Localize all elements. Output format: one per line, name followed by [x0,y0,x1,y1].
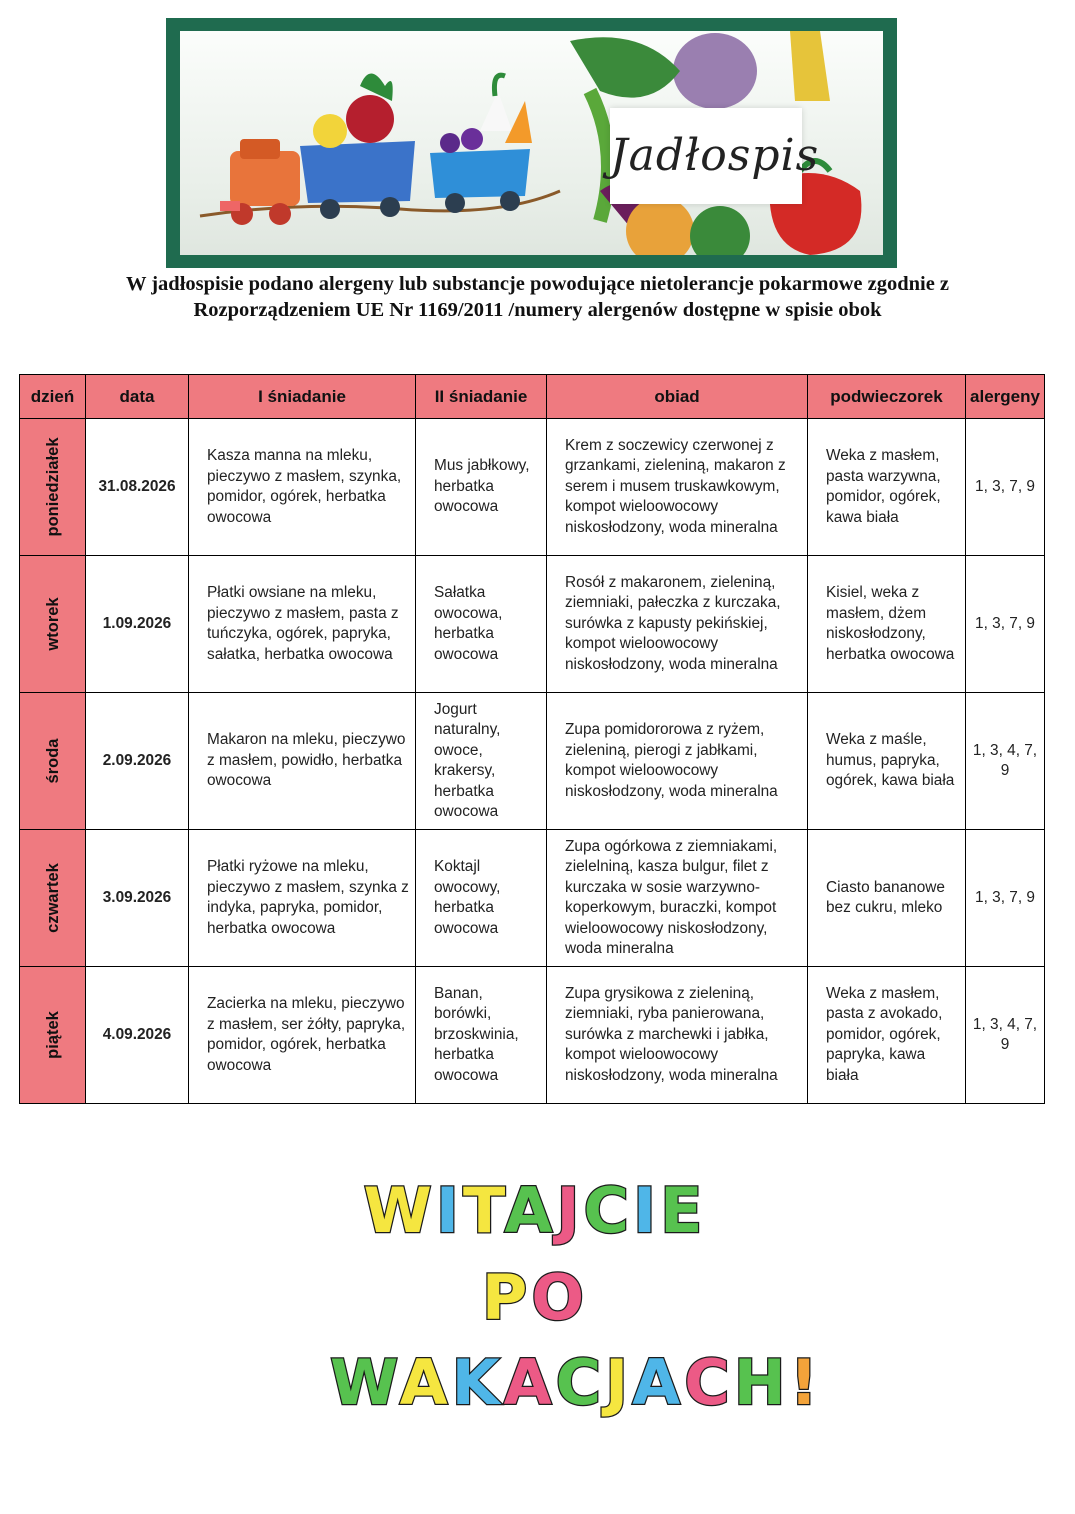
allergens-cell: 1, 3, 7, 9 [966,556,1045,693]
table-row [20,419,1045,556]
banner-picture [180,31,883,255]
breakfast1-cell: Płatki ryżowe na mleku, pieczywo z masłem, szynka z indyka, papryka, pomidor, herbatka owocowa [189,830,416,967]
breakfast1-cell: Płatki owsiane na mleku, pieczywo z masłem, pasta z tuńczyka, ogórek, papryka, sałatka, herbatka owocowa [189,556,416,693]
day-name: wtorek [43,597,62,651]
day-cell [20,419,86,556]
table-header-row [20,375,1045,419]
date-cell: 1.09.2026 [86,556,189,693]
snack-cell: Weka z maśle, humus, papryka, ogórek, kawa biała [808,693,966,830]
table-row [20,556,1045,693]
breakfast1-cell: Makaron na mleku, pieczywo z masłem, powidło, herbatka owocowa [189,693,416,830]
welcome-back-graphic [330,1150,822,1440]
table-row [20,967,1045,1104]
allergen-notice-line2: Rozporządzeniem UE Nr 1169/2011 /numery alergenów dostępne w spisie obok [193,299,882,321]
day-cell [20,693,86,830]
date-cell: 2.09.2026 [86,693,189,830]
allergens-cell: 1, 3, 7, 9 [966,830,1045,967]
banner-title: Jadłospis [610,130,820,181]
breakfast2-cell: Sałatka owocowa, herbatka owocowa [416,556,547,693]
snack-cell: Ciasto bananowe bez cukru, mleko [808,830,966,967]
day-name: piątek [43,1011,62,1059]
day-name: czwartek [43,863,62,933]
breakfast2-cell: Jogurt naturalny, owoce, krakersy, herbatka owocowa [416,693,547,830]
allergen-notice [40,271,1035,323]
day-cell [20,556,86,693]
welcome-line2: PO [481,1261,589,1334]
allergen-notice-line1: W jadłospisie podano alergeny lub substancje powodujące nietolerancje pokarmowe zgodnie z [125,273,950,295]
allergens-cell: 1, 3, 4, 7, 9 [966,967,1045,1104]
welcome-line3: WAKACJACH! [330,1346,822,1419]
day-cell [20,830,86,967]
breakfast1-cell: Kasza manna na mleku, pieczywo z masłem, szynka, pomidor, ogórek, herbatka owocowa [189,419,416,556]
allergens-cell: 1, 3, 4, 7, 9 [966,693,1045,830]
header-breakfast2: II śniadanie [416,375,547,419]
table-row [20,693,1045,830]
date-cell: 3.09.2026 [86,830,189,967]
table-row [20,830,1045,967]
breakfast1-cell: Zacierka na mleku, pieczywo z masłem, ser żółty, papryka, pomidor, ogórek, herbatka owocowa [189,967,416,1104]
date-cell: 4.09.2026 [86,967,189,1104]
lunch-cell: Zupa ogórkowa z ziemniakami, zielelniną, kasza bulgur, filet z kurczaka w sosie warzywno-koperkowym, buraczki, kompot wieloowocowy niskosłodzony, woda mineralna [547,830,808,967]
breakfast2-cell: Mus jabłkowy, herbatka owocowa [416,419,547,556]
snack-cell: Kisiel, weka z masłem, dżem niskosłodzony, herbatka owocowa [808,556,966,693]
day-cell [20,967,86,1104]
lunch-cell: Zupa grysikowa z zieleniną, ziemniaki, ryba panierowana, surówka z marchewki i jabłka, kompot wieloowocowy niskosłodzony, woda mineralna [547,967,808,1104]
lunch-cell: Krem z soczewicy czerwonej z grzankami, zieleniną, makaron z serem i musem truskawkowym, kompot wieloowocowy niskosłodzony, woda mineralna [547,419,808,556]
lunch-cell: Rosół z makaronem, zieleniną, ziemniaki, pałeczka z kurczaka, surówka z kapusty pekińskiej, kompot wieloowocowy niskosłodzony, woda mineralna [547,556,808,693]
day-name: poniedziałek [43,437,62,537]
allergens-cell: 1, 3, 7, 9 [966,419,1045,556]
header-breakfast1: I śniadanie [189,375,416,419]
banner-title-card [610,108,820,204]
lunch-cell: Zupa pomidororowa z ryżem, zieleniną, pierogi z jabłkami, kompot wieloowocowy niskosłodzony, woda mineralna [547,693,808,830]
welcome-line1: WITAJCIE [363,1174,707,1247]
header-lunch: obiad [547,375,808,419]
date-cell: 31.08.2026 [86,419,189,556]
breakfast2-cell: Banan, borówki, brzoskwinia, herbatka owocowa [416,967,547,1104]
breakfast2-cell: Koktajl owocowy, herbatka owocowa [416,830,547,967]
header-snack: podwieczorek [808,375,966,419]
header-date: data [86,375,189,419]
day-name: środa [43,738,62,784]
header-day: dzień [20,375,86,419]
snack-cell: Weka z masłem, pasta warzywna, pomidor, ogórek, kawa biała [808,419,966,556]
header-allergens: alergeny [966,375,1045,419]
menu-table [19,374,1045,1104]
menu-banner [166,18,897,268]
snack-cell: Weka z masłem, pasta z avokado, pomidor, ogórek, papryka, kawa biała [808,967,966,1104]
